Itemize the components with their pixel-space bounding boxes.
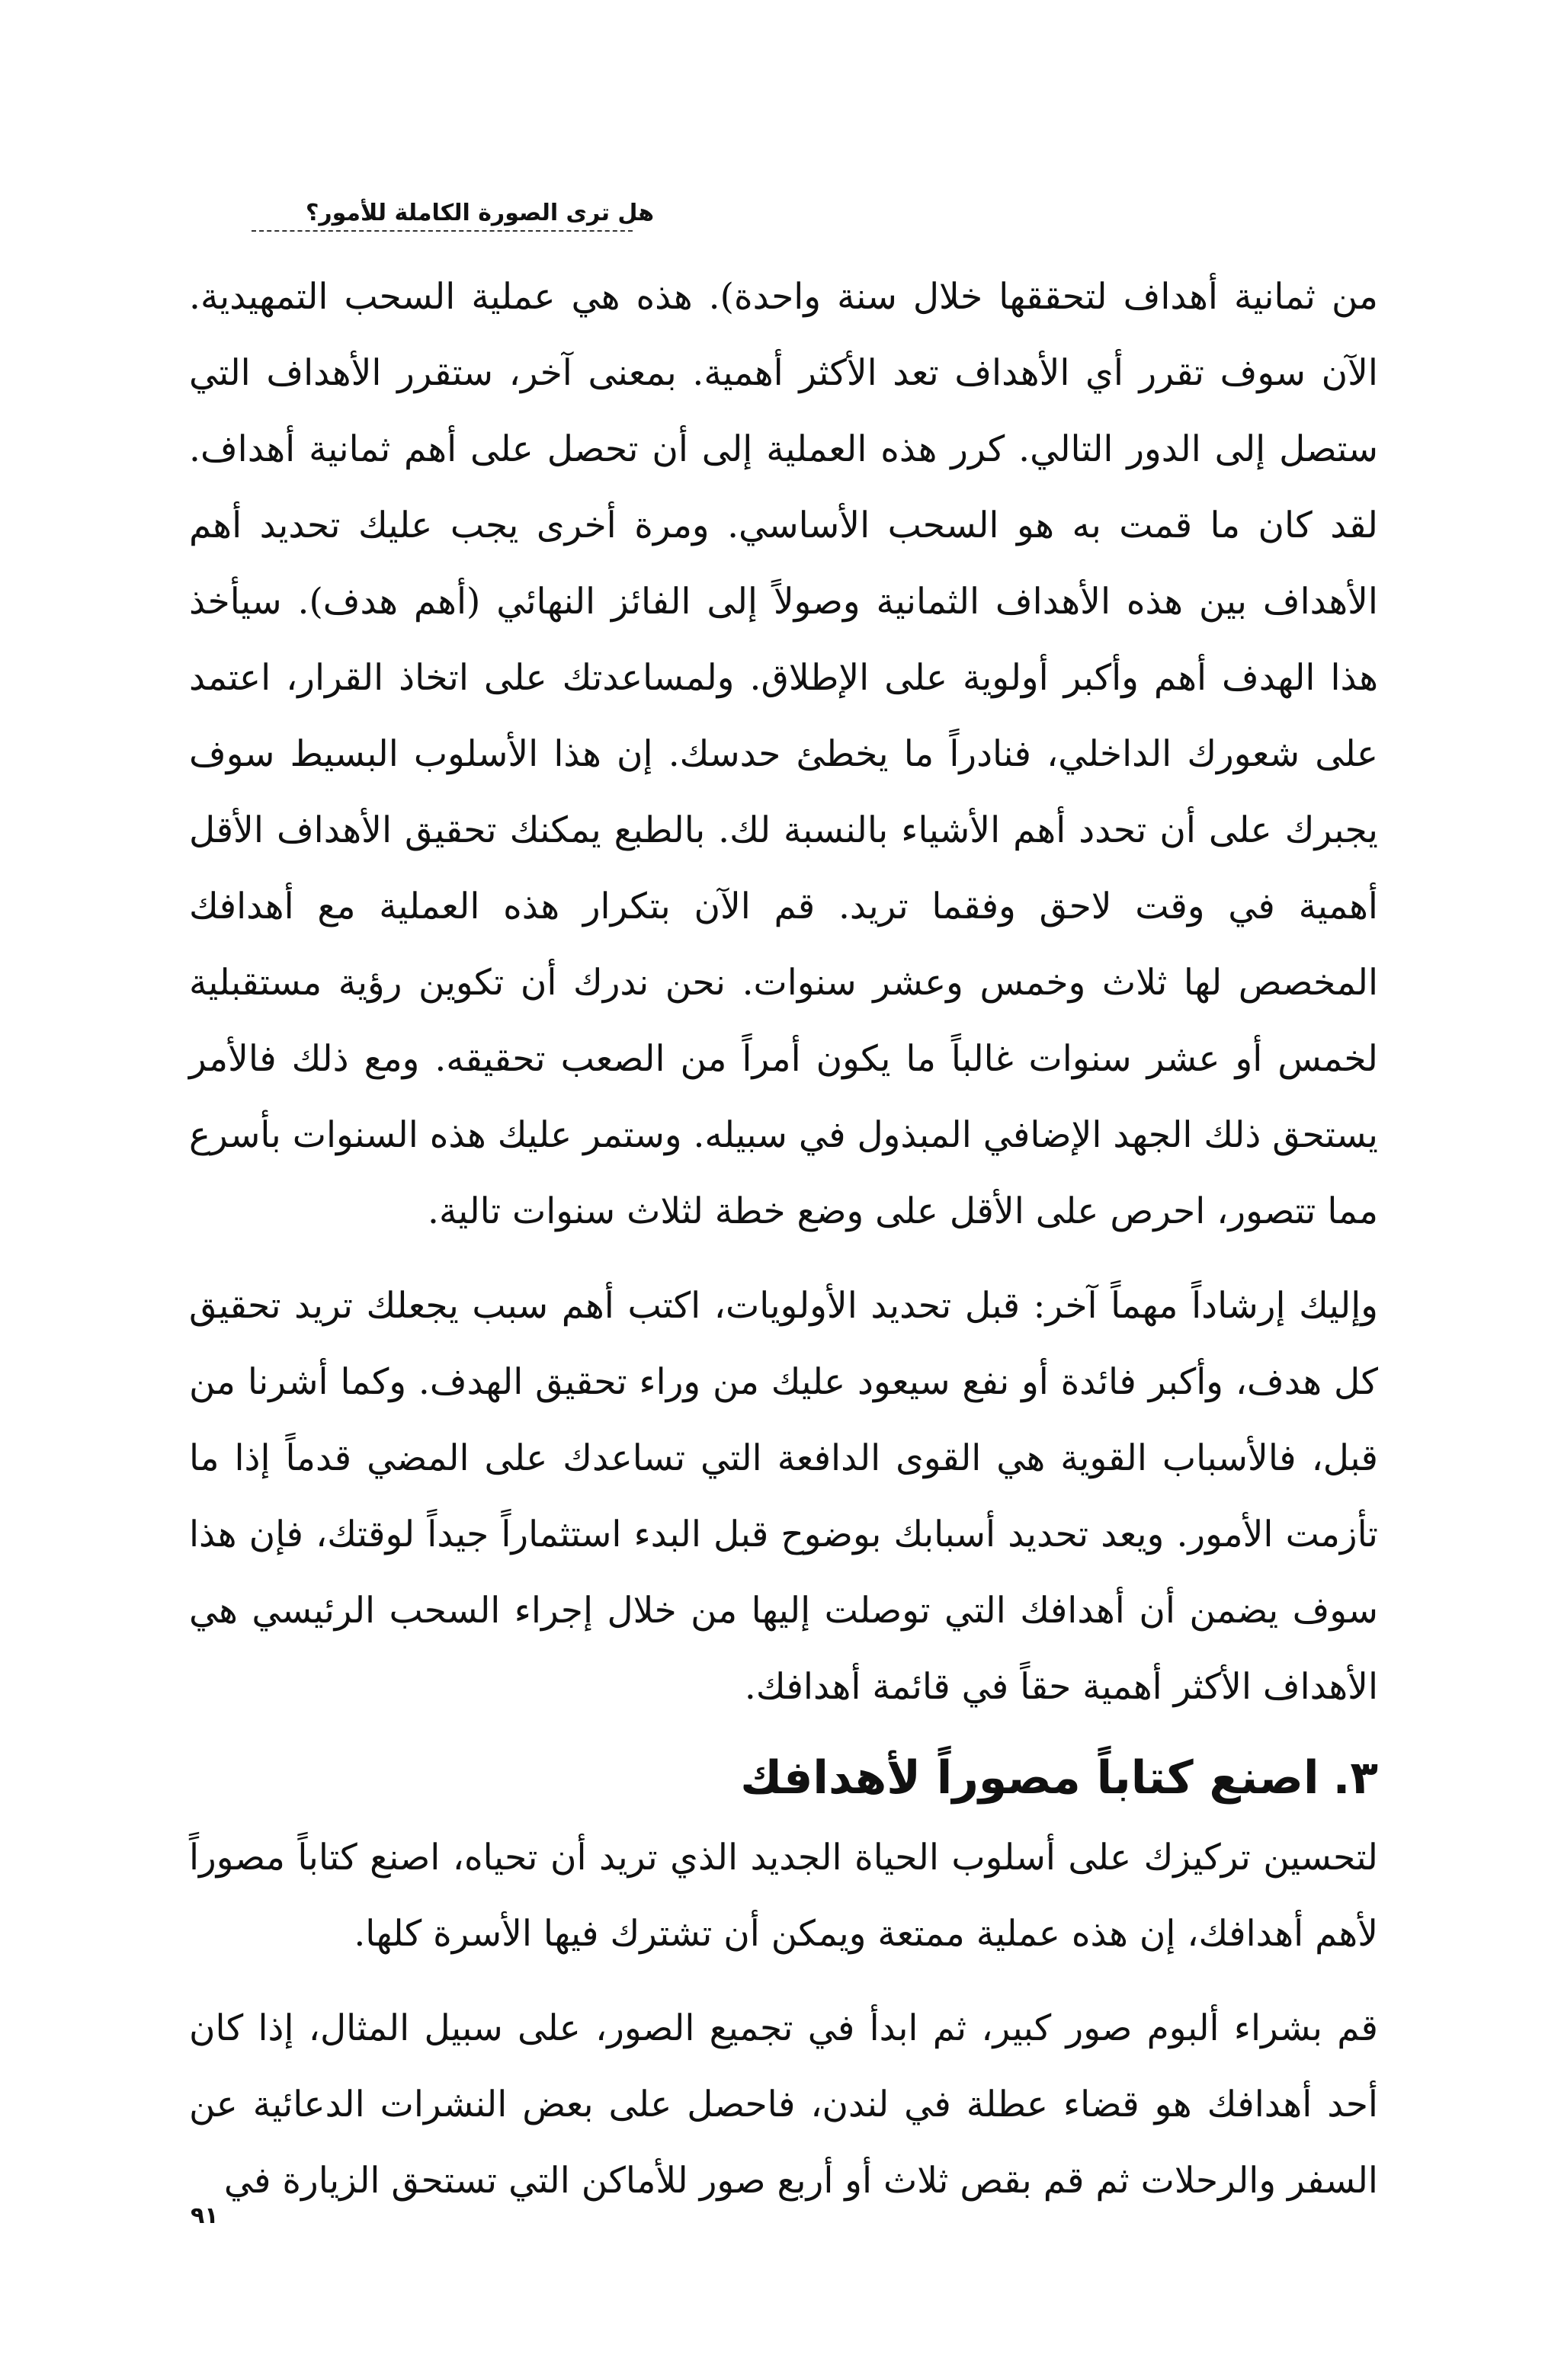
paragraph: لتحسين تركيزك على أسلوب الحياة الجديد الذي تريد أن تحياه، اصنع كتاباً مصوراً لأهم أهدافك، إن هذه عملية ممتعة ويمكن أن تشترك فيها الأسرة كلها.	[189, 1837, 1378, 1955]
paragraph: من ثمانية أهداف لتحققها خلال سنة واحدة). هذه هي عملية السحب التمهيدية. الآن سوف تقرر أي الأهداف تعد الأكثر أهمية. بمعنى آخر، ستقرر الأهداف التي ستصل إلى الدور التالي. كرر هذه العملية إلى أن تحصل على أهم ثمانية أهداف. لقد كان ما قمت به هو السحب الأساسي. ومرة أخرى يجب عليك تحديد أهم الأهداف بين هذه الأهداف الثمانية وصولاً إلى الفائز النهائي (أهم هدف). سيأخذ هذا الهدف أهم وأكبر أولوية على الإطلاق. ولمساعدتك على اتخاذ القرار، اعتمد على شعورك الداخلي، فنادراً ما يخطئ حدسك. إن هذا الأسلوب البسيط سوف يجبرك على أن تحدد أهم الأشياء بالنسبة لك. بالطبع يمكنك تحقيق الأهداف الأقل أهمية في وقت لاحق وفقما تريد. قم الآن بتكرار هذه العملية مع أهدافك المخصص لها ثلاث وخمس وعشر سنوات. نحن ندرك أن تكوين رؤية مستقبلية لخمس أو عشر سنوات غالباً ما يكون أمراً من الصعب تحقيقه. ومع ذلك فالأمر يستحق ذلك الجهد الإضافي المبذول في سبيله. وستمر عليك هذه السنوات بأسرع مما تتصور، احرص على الأقل على وضع خطة لثلاث سنوات تالية.	[189, 276, 1378, 1232]
page-number: ٩١	[191, 2202, 219, 2229]
section-title: اصنع كتاباً مصوراً لأهدافك	[740, 1751, 1319, 1805]
paragraph: وإليك إرشاداً مهماً آخر: قبل تحديد الأولويات، اكتب أهم سبب يجعلك تريد تحقيق كل هدف، وأكبر فائدة أو نفع سيعود عليك من وراء تحقيق الهدف. وكما أشرنا من قبل، فالأسباب القوية هي القوى الدافعة التي تساعدك على المضي قدماً إذا ما تأزمت الأمور. ويعد تحديد أسبابك بوضوح قبل البدء استثماراً جيداً لوقتك، فإن هذا سوف يضمن أن أهدافك التي توصلت إليها من خلال إجراء السحب الرئيسي هي الأهداف الأكثر أهمية حقاً في قائمة أهدافك.	[189, 1285, 1378, 1708]
section-heading	[189, 1736, 1378, 1820]
section-number: ٣.	[1332, 1751, 1378, 1805]
paragraph: قم بشراء ألبوم صور كبير، ثم ابدأ في تجميع الصور، على سبيل المثال، إذا كان أحد أهدافك هو قضاء عطلة في لندن، فاحصل على بعض النشرات الدعائية عن السفر والرحلات ثم قم بقص ثلاث أو أربع صور للأماكن التي تستحق الزيارة في	[189, 2007, 1378, 2202]
header-divider	[252, 230, 633, 232]
running-header: هل ترى الصورة الكاملة للأمور؟	[305, 200, 654, 226]
page-body	[189, 259, 1378, 2219]
